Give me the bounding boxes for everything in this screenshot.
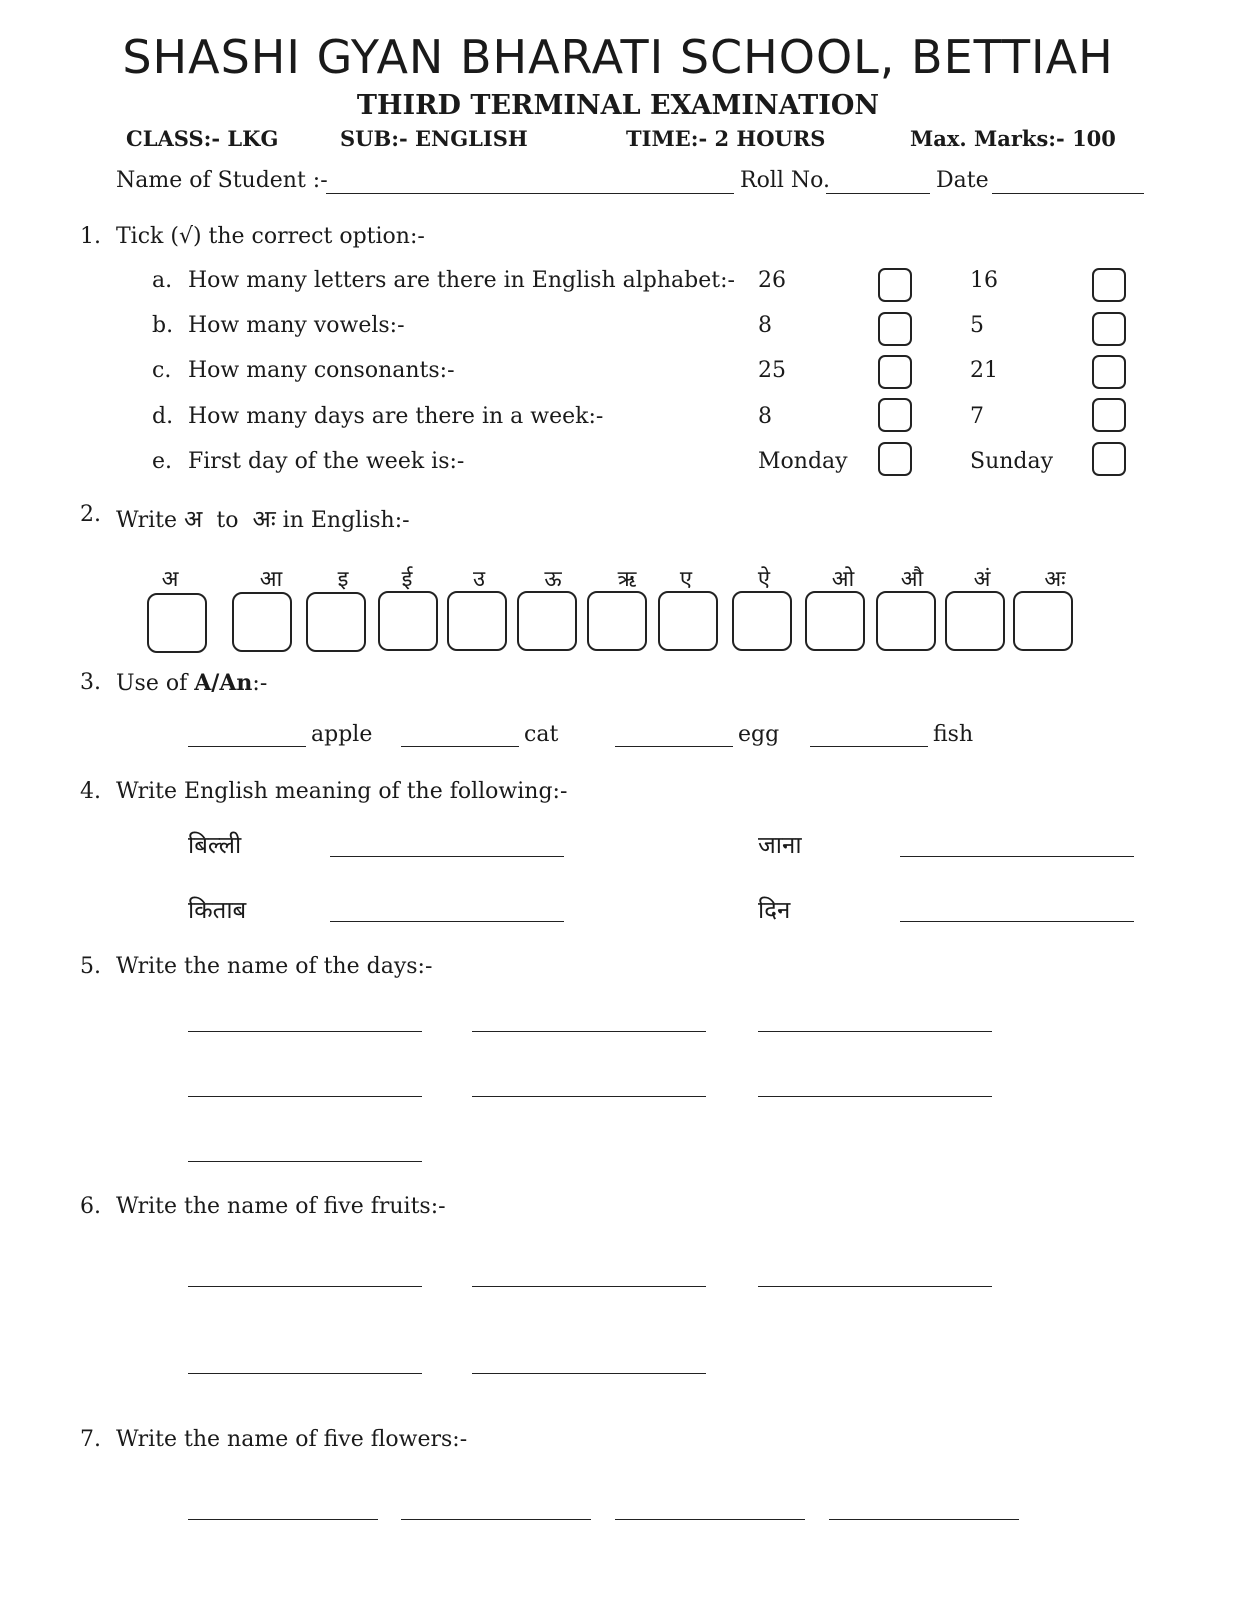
answer-line[interactable]: [615, 1519, 805, 1520]
q1-item-letter: e.: [152, 449, 173, 474]
q1-text: Tick (√) the correct option:-: [116, 224, 425, 249]
exam-title: THIRD TERMINAL EXAMINATION: [356, 90, 880, 121]
article-word: fish: [933, 722, 974, 747]
q1-item-question: How many consonants:-: [188, 358, 455, 383]
answer-box[interactable]: [517, 591, 577, 651]
q2-text-pre: Write: [116, 508, 178, 533]
vowel-label: ओ: [831, 567, 855, 592]
answer-line[interactable]: [758, 1096, 992, 1097]
q3-text-bold: A/An: [194, 670, 253, 696]
q1-item-letter: c.: [152, 358, 172, 383]
article-word: cat: [524, 722, 559, 747]
answer-box[interactable]: [447, 591, 507, 651]
vowel-label: ऐ: [757, 567, 771, 592]
answer-box[interactable]: [306, 592, 366, 652]
answer-line[interactable]: [188, 1096, 422, 1097]
q1-option-1: Monday: [758, 449, 848, 474]
q1-item-letter: a.: [152, 268, 173, 293]
vowel-label: औ: [900, 567, 924, 592]
q6-text: Write the name of five fruits:-: [116, 1194, 446, 1219]
date-field[interactable]: [992, 193, 1144, 194]
answer-line[interactable]: [472, 1031, 706, 1032]
answer-line[interactable]: [758, 1031, 992, 1032]
q1-item-letter: d.: [152, 404, 174, 429]
roll-no-field[interactable]: [826, 193, 930, 194]
answer-box[interactable]: [876, 591, 936, 651]
answer-box[interactable]: [147, 593, 207, 653]
answer-line[interactable]: [472, 1373, 706, 1374]
meaning-blank[interactable]: [330, 921, 564, 922]
q1-item-question: How many vowels:-: [188, 313, 405, 338]
q1-option-1: 8: [758, 313, 772, 338]
vowel-label: अ: [161, 567, 179, 592]
article-blank[interactable]: [188, 746, 306, 747]
tick-box[interactable]: [1092, 312, 1126, 346]
tick-box[interactable]: [878, 312, 912, 346]
answer-box[interactable]: [587, 591, 647, 651]
answer-line[interactable]: [401, 1519, 591, 1520]
q2-text: [116, 502, 410, 535]
tick-box[interactable]: [878, 398, 912, 432]
date-label: Date: [936, 168, 989, 193]
school-name: SHASHI GYAN BHARATI SCHOOL, BETTIAH: [122, 30, 1114, 84]
q2-text-to: अः: [252, 505, 276, 533]
q1-item-question: How many days are there in a week:-: [188, 404, 604, 429]
q1-option-1: 25: [758, 358, 786, 383]
hindi-word: दिन: [758, 896, 791, 924]
vowel-label: आ: [259, 567, 283, 592]
q7-number: 7.: [80, 1427, 101, 1452]
q1-option-1: 8: [758, 404, 772, 429]
answer-box[interactable]: [805, 591, 865, 651]
q2-text-from: अ: [184, 505, 203, 533]
meaning-blank[interactable]: [330, 856, 564, 857]
q5-text: Write the name of the days:-: [116, 954, 433, 979]
tick-box[interactable]: [878, 268, 912, 302]
hindi-word: बिल्ली: [188, 831, 242, 859]
answer-line[interactable]: [188, 1286, 422, 1287]
q2-text-to-word: to: [216, 508, 239, 533]
max-marks-label: Max. Marks:- 100: [910, 126, 1116, 151]
q1-option-2: 16: [970, 268, 998, 293]
answer-line[interactable]: [472, 1286, 706, 1287]
answer-line[interactable]: [188, 1161, 422, 1162]
roll-no-label: Roll No.: [740, 168, 830, 193]
q1-item-question: How many letters are there in English alphabet:-: [188, 268, 735, 293]
tick-box[interactable]: [1092, 355, 1126, 389]
answer-box[interactable]: [658, 591, 718, 651]
q7-text: Write the name of five flowers:-: [116, 1427, 468, 1452]
q1-option-2: Sunday: [970, 449, 1054, 474]
answer-line[interactable]: [758, 1286, 992, 1287]
vowel-label: ऊ: [544, 567, 562, 592]
tick-box[interactable]: [1092, 442, 1126, 476]
answer-line[interactable]: [829, 1519, 1019, 1520]
answer-line[interactable]: [188, 1519, 378, 1520]
q5-number: 5.: [80, 954, 101, 979]
time-label: TIME:- 2 HOURS: [626, 126, 826, 151]
vowel-label: ऋ: [617, 567, 637, 592]
answer-line[interactable]: [188, 1031, 422, 1032]
answer-line[interactable]: [188, 1373, 422, 1374]
article-blank[interactable]: [615, 746, 733, 747]
vowel-label: इ: [337, 567, 349, 592]
q1-option-2: 21: [970, 358, 998, 383]
meaning-blank[interactable]: [900, 921, 1134, 922]
q1-option-1: 26: [758, 268, 786, 293]
q6-number: 6.: [80, 1194, 101, 1219]
answer-line[interactable]: [472, 1096, 706, 1097]
q1-item-question: First day of the week is:-: [188, 449, 465, 474]
answer-box[interactable]: [232, 592, 292, 652]
class-label: CLASS:- LKG: [126, 126, 279, 151]
q1-option-2: 5: [970, 313, 984, 338]
vowel-label: ई: [401, 567, 413, 592]
answer-box[interactable]: [1013, 591, 1073, 651]
vowel-label: अं: [973, 567, 991, 592]
meaning-blank[interactable]: [900, 856, 1134, 857]
q4-number: 4.: [80, 779, 101, 804]
q1-number: 1.: [80, 224, 101, 249]
tick-box[interactable]: [1092, 268, 1126, 302]
q1-option-2: 7: [970, 404, 984, 429]
vowel-label: अः: [1044, 567, 1066, 592]
q4-text: Write English meaning of the following:-: [116, 779, 568, 804]
article-word: apple: [311, 722, 373, 747]
answer-box[interactable]: [378, 591, 438, 651]
q3-number: 3.: [80, 670, 101, 695]
student-name-field[interactable]: [326, 193, 734, 194]
q2-number: 2.: [80, 502, 101, 527]
hindi-word: जाना: [758, 831, 802, 859]
article-blank[interactable]: [810, 746, 928, 747]
subject-label: SUB:- ENGLISH: [340, 126, 528, 151]
answer-box[interactable]: [732, 591, 792, 651]
q3-text-pre: Use of: [116, 671, 195, 696]
q3-text-post: :-: [252, 671, 268, 696]
vowel-label: उ: [472, 567, 486, 592]
q3-text: [116, 670, 267, 696]
tick-box[interactable]: [878, 355, 912, 389]
tick-box[interactable]: [1092, 398, 1126, 432]
vowel-label: ए: [679, 567, 693, 592]
q1-item-letter: b.: [152, 313, 174, 338]
article-blank[interactable]: [401, 746, 519, 747]
answer-box[interactable]: [945, 591, 1005, 651]
student-name-label: Name of Student :-: [116, 168, 328, 193]
article-word: egg: [738, 722, 780, 747]
hindi-word: किताब: [188, 896, 247, 924]
q2-text-post: in English:-: [282, 508, 410, 533]
tick-box[interactable]: [878, 442, 912, 476]
